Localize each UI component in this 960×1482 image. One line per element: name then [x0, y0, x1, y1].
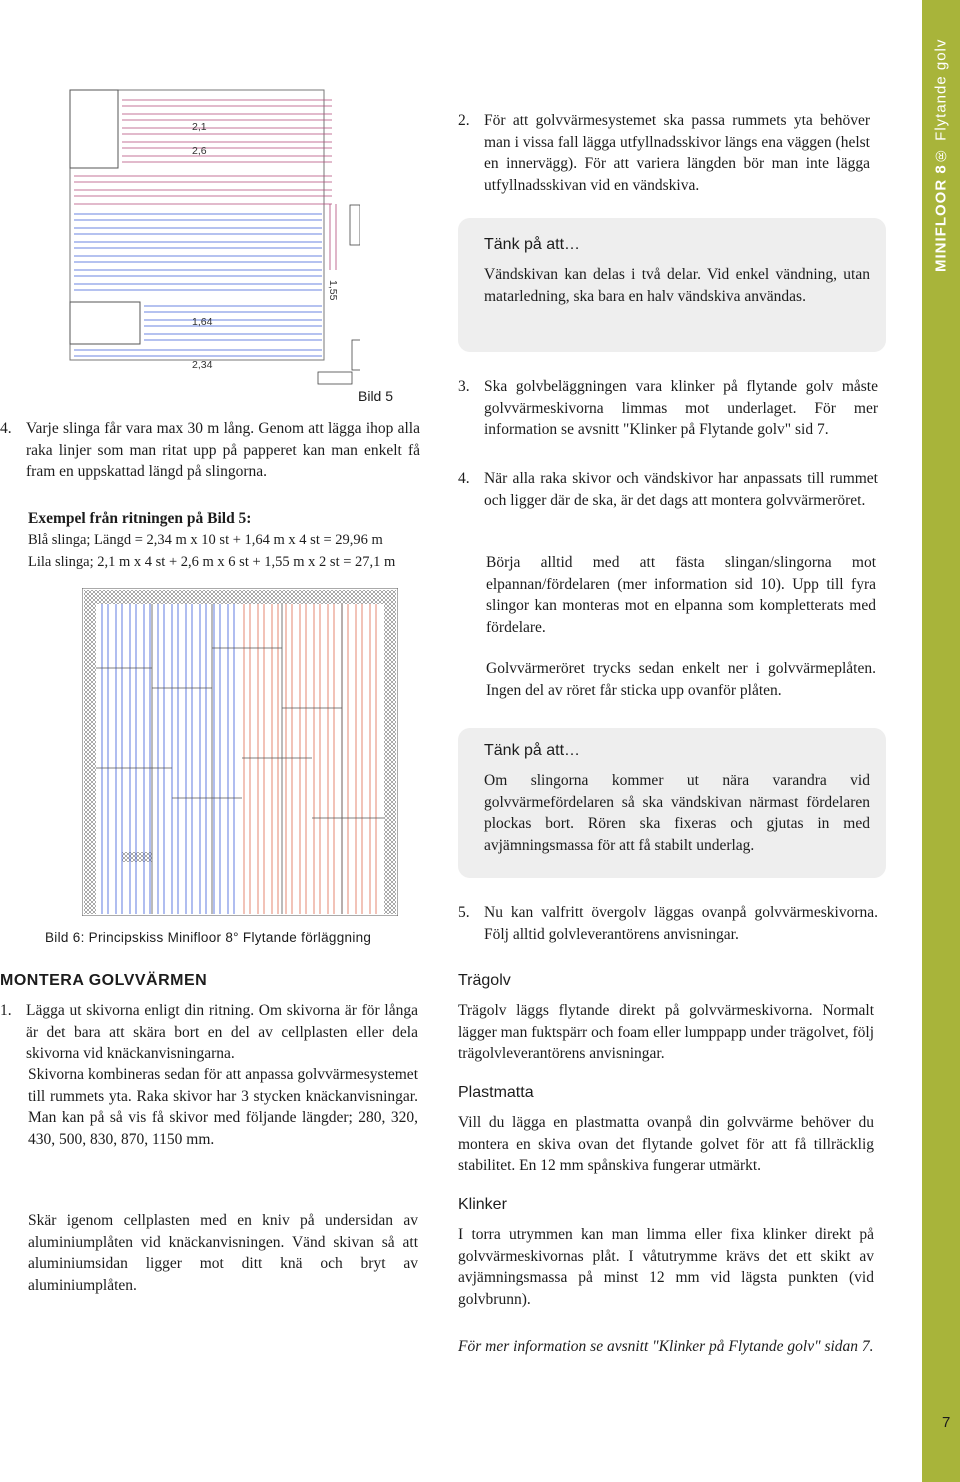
section-heading-montera: MONTERA GOLVVÄRMEN [0, 972, 208, 989]
dim-label-d3: 1,55 [327, 280, 339, 301]
klinker-text: I torra utrymmen kan man limma eller fixa klinker direkt på golvvärmeskivornas plåt. I våtutrymme krävs det ett skikt av avjämningsmassa på minst 12 mm vid lägsta punkten (vid golvbrunn). [458, 1226, 874, 1308]
dim-label-d5: 2,34 [192, 359, 213, 371]
plastmatta-text: Vill du lägga en plastmatta ovanpå din golvvärme behöver du montera en skiva ovan det flytande golvet för att få tillräcklig stabilitet. En 12 mm spånskiva fungerar utmärkt. [458, 1114, 874, 1174]
side-bar-label [922, 0, 960, 310]
right-item-4-text: När alla raka skivor och vändskivor har anpassats till rummet och ligger där de ska, är det dags att montera golvvärmeröret. [484, 470, 878, 509]
plan-obstacle-top [70, 90, 118, 168]
left-item-4-text: Varje slinga får vara max 30 m lång. Genom att lägga ihop alla raka linjer som man ritat upp på papperet kan man enkelt få fram en uppskattad längd på slingorna. [26, 420, 420, 480]
right-item-5 [458, 902, 878, 945]
page-number: 7 [942, 1414, 951, 1431]
right-item-4 [458, 468, 878, 511]
right-item-2-number: 2. [458, 112, 470, 129]
left-item-4 [0, 418, 420, 483]
left-item-1-text: Lägga ut skivorna enligt din ritning. Om skivorna är för långa är det bara att skära bort en del av cellplasten eller dela skivorna vid knäckanvisningarna. [26, 1002, 418, 1062]
right-para-4a: Börja alltid med att fästa slingan/slingorna mot elpannan/fördelaren (mer information sid 10). Upp till fyra slingor kan monteras mot en elpanna som kompletterats med fördelare. [486, 554, 876, 636]
turn-boards-left [84, 590, 96, 914]
bild5-caption: Bild 5 [358, 388, 394, 404]
tragolv-text: Trägolv läggs flytande direkt på golvvärmeskivorna. Normalt lägger man fuktspärr och foam eller lumppapp under trägolvet, följ trägolvleverantörens anvisningar. [458, 1002, 874, 1062]
dim-label-d2: 2,6 [192, 145, 207, 157]
tip-box-1 [458, 218, 886, 352]
right-item-5-text: Nu kan valfritt övergolv läggas ovanpå golvvärmeskivorna. Följ alltid golvleverantörens anvisningar. [484, 904, 878, 943]
right-item-5-number: 5. [458, 904, 470, 921]
right-item-4-number: 4. [458, 470, 470, 487]
floor-diagram-bild6 [82, 588, 398, 916]
left-para-1c: Skär igenom cellplasten med en kniv på undersidan av aluminiumplåten vid knäckanvisningen. Vänd skivan så att aluminiumsidan ligger mot ditt knä och bryt av aluminiumplåten. [28, 1212, 418, 1294]
example-heading: Exempel från ritningen på Bild 5: [28, 510, 252, 527]
plan-obstacle-bottom [70, 302, 140, 344]
right-item-2 [458, 110, 870, 196]
manifold-bottom [318, 372, 352, 384]
floor-plan-bild5 [60, 80, 360, 390]
left-para-1b: Skivorna kombineras sedan för att anpassa golvvärmesystemet till rummets yta. Raka skivor har 3 stycken knäckanvisningar. Man kan på så vis få skivor med följande längder; 280, 320, 430, 500, 830, 870, 1150 mm. [28, 1066, 418, 1148]
subheading-plastmatta: Plastmatta [458, 1084, 534, 1101]
side-bar [922, 0, 960, 1482]
turn-boards-right [384, 590, 396, 914]
subheading-klinker: Klinker [458, 1196, 507, 1213]
manifold-side [352, 340, 360, 370]
tip-box-2-title: Tänk på att… [484, 742, 581, 759]
tip-box-1-text: Vändskivan kan delas i två delar. Vid enkel vändning, utan matarledning, ska bara en halv vändskiva användas. [484, 266, 870, 305]
right-item-3 [458, 376, 878, 441]
tip-box-1-title: Tänk på att… [484, 236, 581, 253]
tip-box-2 [458, 728, 886, 878]
turn-board-middle [122, 852, 152, 862]
dim-label-d1: 2,1 [192, 121, 207, 133]
example-blue-loop: Blå slinga; Längd = 2,34 m x 10 st + 1,64 m x 4 st = 29,96 m [28, 532, 383, 548]
side-bar-label-bold: MINIFLOOR 8 [932, 163, 950, 272]
manifold-upper [350, 205, 360, 245]
example-lila-loop: Lila slinga; 2,1 m x 4 st + 2,6 m x 6 st + 1,55 m x 2 st = 27,1 m [28, 554, 396, 570]
tip-box-2-text: Om slingorna kommer ut nära varandra vid golvvärmefördelaren så ska vändskivan närmast fördelaren plockas bort. Rören ska fixeras och gjutas in med avjämningsmassa för att få stabilt underlag. [484, 772, 870, 854]
right-item-3-text: Ska golvbeläggningen vara klinker på flytande golv måste golvvärmeskivorna limmas mot underlaget. För mer information se avsnitt "Klinker på Flytande golv" sid 7. [484, 378, 878, 438]
left-item-1 [0, 1000, 418, 1065]
right-item-2-text: För att golvvärmesystemet ska passa rummets yta behöver man i vissa fall lägga utfyllnadsskivor längs ena väggen (helst en innervägg). För att variera längden bör man inte lägga utfyllnadsskivan vid en vändskiva. [484, 112, 870, 194]
side-bar-label-regular: ® Flytande golv [932, 38, 950, 164]
bild6-caption: Bild 6: Principskiss Minifloor 8° Flytande förläggning [45, 930, 372, 945]
subheading-tragolv: Trägolv [458, 972, 511, 989]
dim-label-d4: 1,64 [192, 316, 213, 328]
left-item-4-number: 4. [0, 420, 12, 437]
right-item-3-number: 3. [458, 378, 470, 395]
turn-boards-top [84, 590, 396, 604]
left-item-1-number: 1. [0, 1002, 12, 1019]
right-para-4b: Golvvärmeröret trycks sedan enkelt ner i golvvärmeplåten. Ingen del av röret får sticka upp ovanför plåten. [486, 660, 876, 699]
footnote-klinker: För mer information se avsnitt "Klinker på Flytande golv" sidan 7. [458, 1338, 874, 1355]
